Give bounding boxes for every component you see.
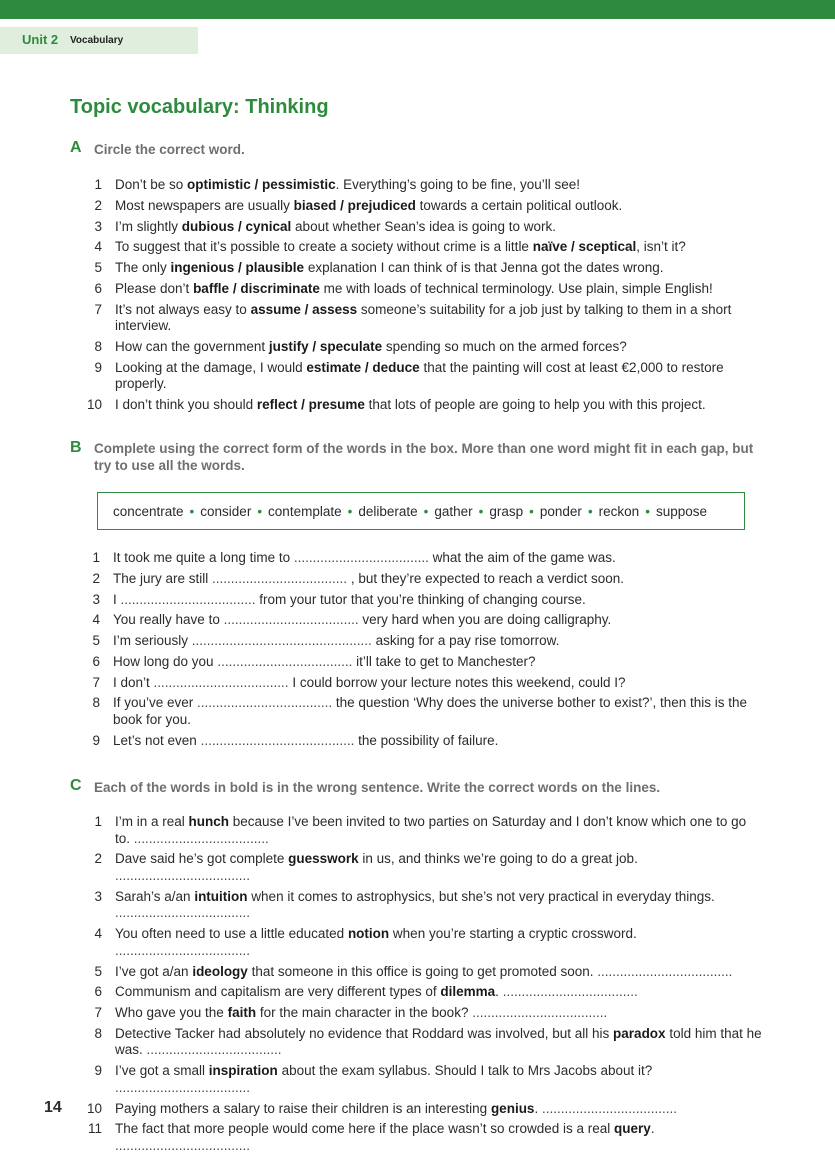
box-word: suppose: [655, 504, 707, 519]
section-a-item-9: 9 Looking at the damage, I would estimate / deduce that the painting will cost at least €2,000 to restore properly.: [84, 360, 764, 393]
item-number: 1: [94, 814, 102, 829]
bold-word: ideology: [192, 963, 248, 979]
answer-blank[interactable]: ....................................: [197, 695, 333, 711]
answer-blank[interactable]: ....................................: [597, 963, 733, 979]
item-number: 3: [94, 218, 102, 234]
top-color-bar: [0, 0, 835, 19]
section-c-item-7: 7 Who gave you the faith for the main character in the book? ....................................: [84, 1005, 764, 1022]
section-a-item-10: 10 I don’t think you should reflect / presume that lots of people are going to help you with this project.: [84, 397, 764, 414]
section-c-item-6: 6 Communism and capitalism are very different types of dilemma. ....................................: [84, 984, 764, 1001]
answer-blank[interactable]: ....................................: [541, 1100, 677, 1116]
section-b-item-1: 1 It took me quite a long time to .................................... what the aim of the game was.: [82, 550, 762, 567]
section-a-letter: A: [70, 139, 82, 156]
answer-blank[interactable]: ....................................: [115, 942, 251, 958]
bullet-separator: •: [645, 504, 650, 519]
answer-blank[interactable]: ................................................: [191, 633, 372, 649]
section-a-item-7: 7 It’s not always easy to assume / assess someone’s suitability for a job just by talking to them in a short interview.: [84, 302, 764, 335]
answer-blank[interactable]: ....................................: [146, 1042, 282, 1058]
section-a-item-8: 8 How can the government justify / speculate spending so much on the armed forces?: [84, 339, 764, 356]
section-b-item-3: 3 I .................................... from your tutor that you’re thinking of changing course.: [82, 592, 762, 609]
item-number: 9: [94, 1063, 102, 1079]
section-b-item-6: 6 How long do you .................................... it’ll take to get to Manchester?: [82, 654, 762, 671]
item-number: 5: [94, 963, 102, 979]
item-number: 2: [94, 851, 102, 867]
item-number: 11: [87, 1121, 102, 1137]
answer-blank[interactable]: ....................................: [153, 674, 289, 690]
section-c-item-1: 1 I’m in a real hunch because I’ve been invited to two parties on Saturday and I don’t know which one to go to. ....................................: [84, 814, 764, 847]
box-word: contemplate: [268, 504, 342, 519]
section-c-item-8: 8 Detective Tacker had absolutely no evidence that Roddard was involved, but all his paradox told him that he was. ....................................: [84, 1026, 764, 1059]
section-c-instruction: Each of the words in bold is in the wrong sentence. Write the correct words on the lines.: [94, 780, 661, 795]
section-a-item-1: 1 Don’t be so optimistic / pessimistic. Everything’s going to be fine, you’ll see!: [84, 177, 764, 194]
section-c-item-9: 9 I’ve got a small inspiration about the exam syllabus. Should I talk to Mrs Jacobs about it? ....................................: [84, 1063, 764, 1096]
section-c-item-3: 3 Sarah’s a/an intuition when it comes to astrophysics, but she’s not very practical in everyday things. ....................................: [84, 889, 764, 922]
bold-word: estimate / deduce: [306, 359, 420, 375]
box-word: deliberate: [358, 504, 418, 519]
item-number: 10: [86, 397, 102, 413]
page-number: 14: [44, 1099, 62, 1116]
box-word: ponder: [539, 504, 582, 519]
item-number: 9: [92, 732, 100, 748]
bold-word: optimistic / pessimistic: [187, 177, 336, 192]
word-box-words: [113, 504, 707, 519]
item-number: 8: [94, 1025, 102, 1041]
section-b-list: [82, 550, 762, 754]
item-number: 6: [94, 984, 102, 1000]
item-number: 5: [94, 260, 102, 276]
section-a-item-3: 3 I’m slightly dubious / cynical about whether Sean’s idea is going to work.: [84, 219, 764, 236]
section-a-item-6: 6 Please don’t baffle / discriminate me with loads of technical terminology. Use plain, simple English!: [84, 281, 764, 298]
item-number: 4: [94, 926, 102, 942]
unit-section-label: Vocabulary: [70, 35, 124, 46]
bold-word: dilemma: [440, 984, 496, 1000]
item-number: 4: [92, 612, 100, 628]
section-a-item-5: 5 The only ingenious / plausible explanation I can think of is that Jenna got the dates wrong.: [84, 260, 764, 277]
section-b-item-7: 7 I don’t .................................... I could borrow your lecture notes this weekend, could I?: [82, 675, 762, 692]
section-a-instruction: Circle the correct word.: [94, 142, 245, 157]
unit-label: Unit 2: [22, 32, 59, 47]
section-b-instruction: Complete using the correct form of the words in the box. More than one word might fit in each gap, but try to use all the words.: [94, 441, 754, 473]
item-number: 1: [92, 550, 100, 565]
section-b-item-9: 9 Let’s not even ......................................... the possibility of failure.: [82, 733, 762, 750]
section-b-item-5: 5 I’m seriously ................................................ asking for a pay rise tomorrow.: [82, 633, 762, 650]
item-number: 3: [94, 888, 102, 904]
item-number: 6: [94, 280, 102, 296]
section-c-letter: C: [70, 777, 82, 794]
section-a-list: [84, 177, 764, 418]
bold-word: notion: [347, 926, 390, 942]
item-number: 1: [94, 177, 102, 192]
word-box: [97, 492, 745, 530]
item-number: 8: [92, 695, 100, 711]
answer-blank[interactable]: ....................................: [120, 591, 256, 607]
section-b-item-2: 2 The jury are still .................................... , but they’re expected to reach a verdict soon.: [82, 571, 762, 588]
section-a-item-2: 2 Most newspapers are usually biased / prejudiced towards a certain political outlook.: [84, 198, 764, 215]
bold-word: dubious / cynical: [181, 218, 292, 234]
bullet-separator: •: [529, 504, 534, 519]
bold-word: faith: [227, 1005, 257, 1021]
item-number: 2: [94, 197, 102, 213]
item-number: 9: [94, 359, 102, 375]
bullet-separator: •: [347, 504, 353, 519]
bold-word: naïve / sceptical: [532, 239, 637, 255]
answer-blank[interactable]: ....................................: [115, 867, 251, 883]
answer-blank[interactable]: ....................................: [115, 1137, 251, 1153]
bullet-separator: •: [478, 504, 484, 519]
bold-word: reflect / presume: [256, 397, 365, 413]
answer-blank[interactable]: ....................................: [293, 550, 429, 565]
answer-blank[interactable]: ....................................: [223, 612, 359, 628]
answer-blank[interactable]: .........................................: [200, 732, 355, 748]
section-c-list: [84, 814, 764, 1159]
item-number: 8: [94, 339, 102, 355]
bold-word: biased / prejudiced: [293, 197, 416, 213]
item-number: 6: [92, 653, 100, 669]
bold-word: guesswork: [288, 851, 359, 867]
answer-blank[interactable]: ....................................: [212, 570, 348, 586]
section-c-item-10: 10 Paying mothers a salary to raise their children is an interesting genius. ....................................: [84, 1101, 764, 1118]
section-c-item-2: 2 Dave said he’s got complete guesswork in us, and thinks we’re going to do a great job. ....................................: [84, 851, 764, 884]
bold-word: ingenious / plausible: [170, 260, 305, 276]
bullet-separator: •: [423, 504, 429, 519]
item-number: 10: [86, 1100, 102, 1116]
bullet-separator: •: [587, 504, 593, 519]
box-word: gather: [434, 504, 473, 519]
item-number: 7: [94, 1005, 102, 1021]
section-b-item-4: 4 You really have to .................................... very hard when you are doing calligraphy.: [82, 612, 762, 629]
answer-blank[interactable]: ....................................: [115, 1079, 251, 1095]
box-word: reckon: [598, 504, 640, 519]
bullet-separator: •: [189, 504, 195, 519]
box-word: grasp: [489, 504, 524, 519]
answer-blank[interactable]: ....................................: [502, 984, 638, 1000]
item-number: 4: [94, 239, 102, 255]
section-b-letter: B: [70, 439, 82, 456]
answer-blank[interactable]: ....................................: [472, 1005, 608, 1021]
item-number: 7: [94, 301, 102, 317]
bold-word: genius: [490, 1100, 535, 1116]
box-word: concentrate: [113, 504, 184, 519]
answer-blank[interactable]: ....................................: [115, 905, 251, 921]
bold-word: inspiration: [208, 1063, 278, 1079]
bold-word: paradox: [613, 1025, 666, 1041]
section-b-item-8: 8 If you’ve ever .................................... the question ‘Why does the universe bother to exist?’, then this is the book for you.: [82, 695, 762, 728]
section-c-item-4: 4 You often need to use a little educated notion when you’re starting a cryptic crossword. ....................................: [84, 926, 764, 959]
bold-word: baffle / discriminate: [193, 280, 320, 296]
bold-word: assume / assess: [250, 301, 358, 317]
section-c-item-5: 5 I’ve got a/an ideology that someone in this office is going to get promoted soon. ....................................: [84, 964, 764, 981]
bold-word: query: [614, 1121, 651, 1137]
box-word: consider: [200, 504, 252, 519]
answer-blank[interactable]: ....................................: [133, 830, 269, 846]
section-a-item-4: 4 To suggest that it’s possible to create a society without crime is a little naïve / sceptical, isn’t it?: [84, 239, 764, 256]
bold-word: justify / speculate: [268, 339, 383, 355]
bullet-separator: •: [257, 504, 263, 519]
item-number: 5: [92, 633, 100, 649]
answer-blank[interactable]: ....................................: [217, 653, 353, 669]
item-number: 2: [92, 570, 100, 586]
page-title: Topic vocabulary: Thinking: [70, 96, 329, 118]
item-number: 7: [92, 674, 100, 690]
bold-word: intuition: [194, 888, 248, 904]
section-c-item-11: 11 The fact that more people would come here if the place wasn’t so crowded is a real query. ....................................: [84, 1121, 764, 1154]
bold-word: hunch: [188, 814, 230, 829]
item-number: 3: [92, 591, 100, 607]
